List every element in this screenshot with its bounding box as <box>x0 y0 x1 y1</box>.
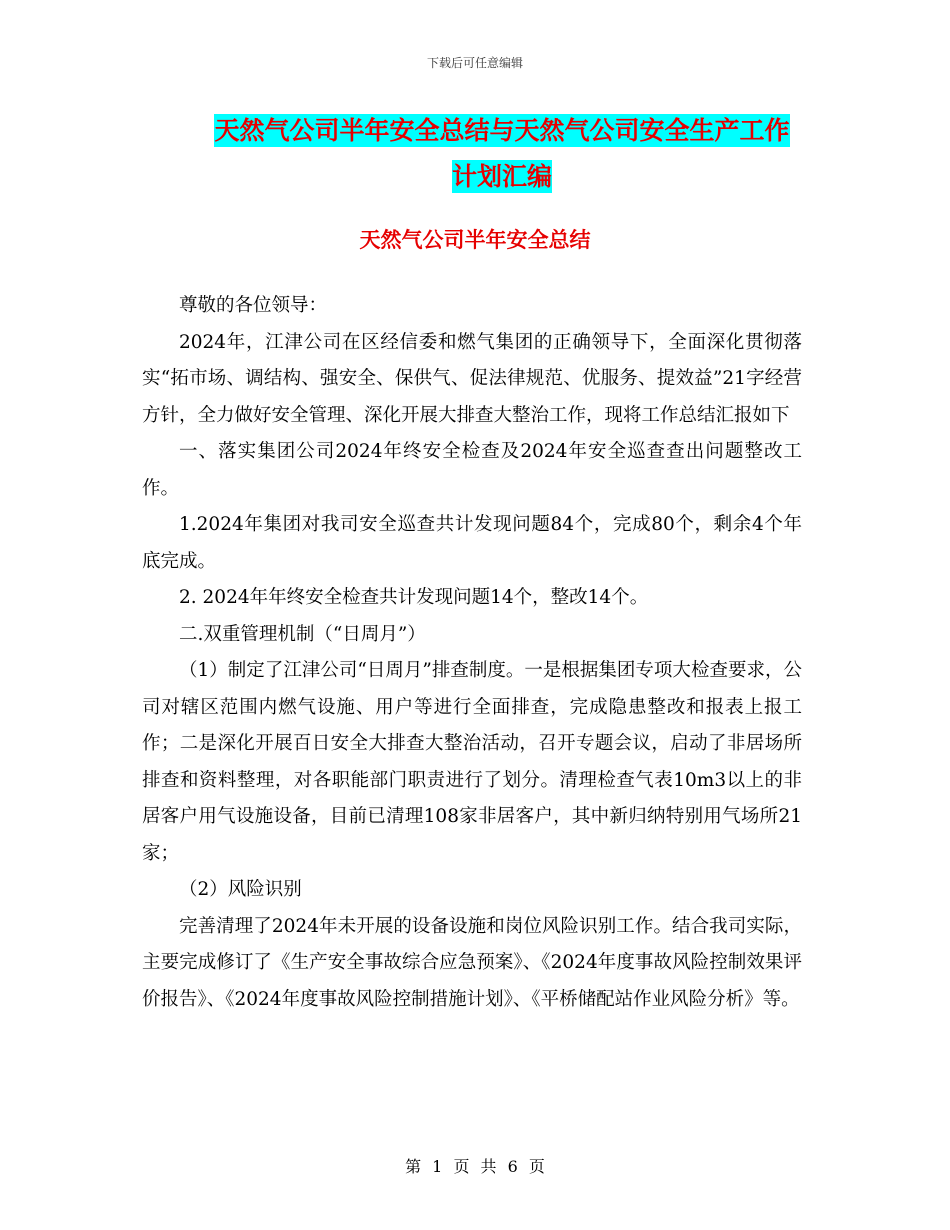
paragraph-item-2: 2. 2024年年终安全检查共计发现问题14个，整改14个。 <box>179 587 649 608</box>
paragraph-intro: 2024年，江津公司在区经信委和燃气集团的正确领导下，全面深化贯彻落实“拓市场、调结构、强安全、保供气、促法律规范、优服务、提效益”21字经营方针，全力做好安全管理、深化开展大排查大整治工作，现将工作总结汇报如下 <box>142 331 802 426</box>
document-title <box>142 108 862 200</box>
document-title-line2: 计划汇编 <box>451 162 552 191</box>
document-title-line1: 天然气公司半年安全总结与天然气公司安全生产工作 <box>214 116 790 145</box>
paragraph-item-1: 1.2024年集团对我司安全巡查共计发现问题84个，完成80个，剩余4个年底完成。 <box>142 514 802 572</box>
paragraph-risk-detail: 完善清理了2024年未开展的设备设施和岗位风险识别工作。结合我司实际，主要完成修订了《生产安全事故综合应急预案》、《2024年度事故风险控制效果评价报告》、《2024年度事故风险控制措施计划》、《平桥储配站作业风险分析》等。 <box>142 915 802 1010</box>
paragraph-heading-2: 二.双重管理机制（“日周月”） <box>179 623 426 645</box>
paragraph-subitem-2: （2）风险识别 <box>179 879 302 900</box>
paragraph-subitem-1: （1）制定了江津公司“日周月”排查制度。一是根据集团专项大检查要求，公司对辖区范围内燃气设施、用户等进行全面排查，完成隐患整改和报表上报工作；二是深化开展百日安全大排查大整治活动，召开专题会议，启动了非居场所排查和资料整理，对各职能部门职责进行了划分。清理检查气表10m3以上的非居客户用气设施设备，目前已清理108家非居客户，其中新归纳特别用气场所21家； <box>142 660 802 864</box>
paragraph-salutation: 尊敬的各位领导： <box>179 295 328 316</box>
page-footer: 第 1 页 共 6 页 <box>405 1157 545 1176</box>
section-title: 天然气公司半年安全总结 <box>359 228 591 252</box>
document-body <box>142 288 802 1018</box>
page-header-note: 下载后可任意编辑 <box>426 56 523 70</box>
paragraph-heading-1: 一、落实集团公司2024年终安全检查及2024年安全巡查查出问题整改工作。 <box>142 441 802 499</box>
